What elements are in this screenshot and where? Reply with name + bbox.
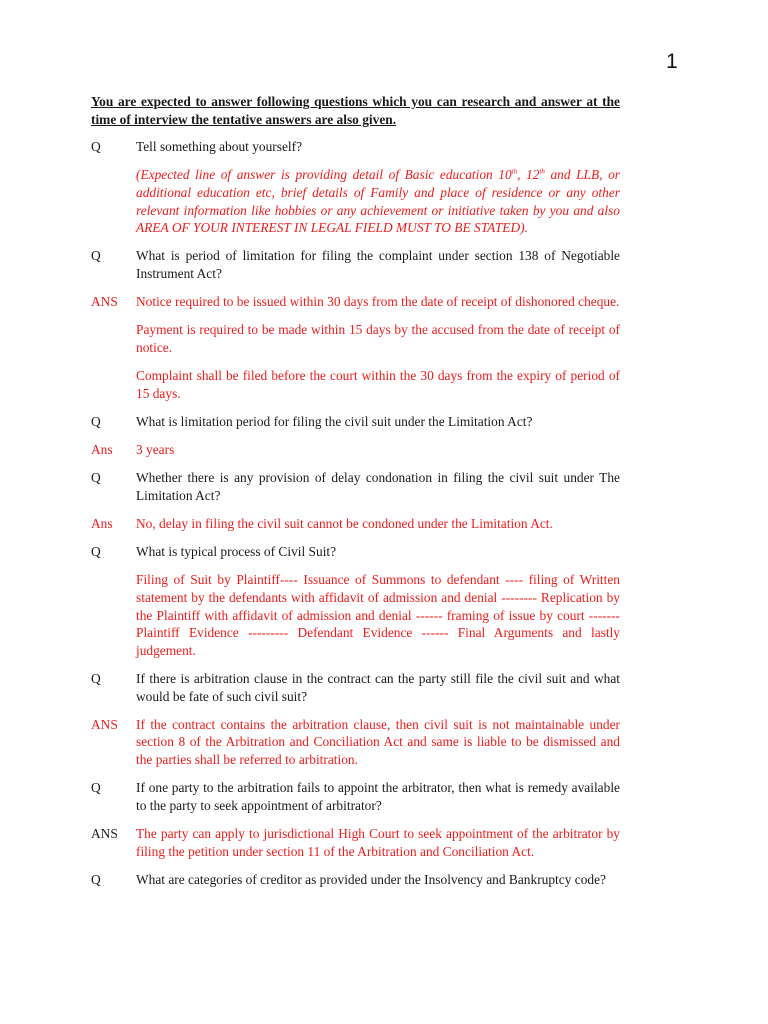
answer-label: ANS (91, 294, 118, 310)
question-row (91, 670, 620, 705)
question-label: Q (91, 780, 101, 796)
answer-row (91, 825, 620, 860)
answer-row (91, 441, 620, 459)
answer-text: Payment is required to be made within 15 days by the accused from the date of receipt of notice. (136, 322, 620, 355)
answer-row (91, 716, 620, 769)
answer-text: Filing of Suit by Plaintiff---- Issuance of Summons to defendant ---- filing of Written statement by the defendants with affidavit of admission and denial -------- Replication by the Plaintiff with affidavit of admission and denial ------ framing of issue by court ------- Plaintiff Evidence --------- Defendant Evidence ------ Final Arguments and lastly judgement. (136, 572, 620, 658)
empty-label (91, 166, 136, 236)
empty-label (91, 571, 136, 659)
answer-label: Ans (91, 516, 113, 532)
answer-text: The party can apply to jurisdictional High Court to seek appointment of the arbitrator by filing the petition under section 11 of the Arbitration and Conciliation Act. (136, 825, 620, 859)
question-row (91, 543, 620, 561)
page-number: 1 (666, 50, 678, 73)
question-text: Whether there is any provision of delay condonation in filing the civil suit under The Limitation Act? (136, 470, 620, 503)
answer-label: Ans (91, 442, 113, 458)
question-label: Q (91, 139, 101, 155)
question-label: Q (91, 670, 101, 686)
question-row (91, 871, 620, 889)
question-row (91, 138, 620, 156)
answer-text: Notice required to be issued within 30 days from the date of receipt of dishonored cheque. (136, 294, 620, 310)
answer-row (91, 515, 620, 533)
question-text: Tell something about yourself? (136, 139, 303, 155)
answer-row (91, 571, 620, 659)
answer-text: Complaint shall be filed before the court within the 30 days from the expiry of period of 15 days. (136, 368, 620, 401)
question-text: What is limitation period for filing the civil suit under the Limitation Act? (136, 413, 533, 429)
answer-row (91, 293, 620, 311)
question-label: Q (91, 470, 101, 486)
answer-text: 3 years (136, 442, 175, 458)
question-label: Q (91, 413, 101, 429)
question-text: If one party to the arbitration fails to appoint the arbitrator, then what is remedy available to the party to seek appointment of arbitrator? (136, 780, 620, 813)
empty-label (91, 367, 136, 402)
empty-label (91, 321, 136, 356)
document-body (91, 93, 620, 899)
question-row (91, 247, 620, 282)
answer-text: If the contract contains the arbitration clause, then civil suit is not maintainable under section 8 of the Arbitration and Conciliation Act and same is liable to be dismissed and the parties shall be referred to arbitration. (136, 716, 620, 767)
answer-label: ANS (91, 825, 118, 841)
expected-answer-text: (Expected line of answer is providing detail of Basic education 10th, 12th and LLB, or additional education etc, brief details of Family and place of residence or any other relevant information like hobbies or any achievement or initiative taken by you and also AREA OF YOUR INTEREST IN LEGAL FIELD MUST TO BE STATED). (136, 167, 621, 236)
question-text: What is typical process of Civil Suit? (136, 544, 337, 560)
instructions-heading: You are expected to answer following questions which you can research and answer at the time of interview the tentative answers are also given. (91, 94, 620, 127)
question-text: If there is arbitration clause in the contract can the party still file the civil suit and what would be fate of such civil suit? (136, 670, 620, 704)
expected-answer-row (91, 166, 620, 236)
question-label: Q (91, 248, 101, 264)
answer-label: ANS (91, 716, 118, 732)
answer-text: No, delay in filing the civil suit cannot be condoned under the Limitation Act. (136, 516, 553, 532)
answer-row (91, 321, 620, 356)
question-label: Q (91, 871, 101, 887)
question-row (91, 469, 620, 504)
question-label: Q (91, 544, 101, 560)
question-text: What is period of limitation for filing the complaint under section 138 of Negotiable Instrument Act? (136, 248, 620, 281)
question-text: What are categories of creditor as provided under the Insolvency and Bankruptcy code? (136, 871, 606, 887)
question-row (91, 413, 620, 431)
answer-row (91, 367, 620, 402)
question-row (91, 779, 620, 814)
